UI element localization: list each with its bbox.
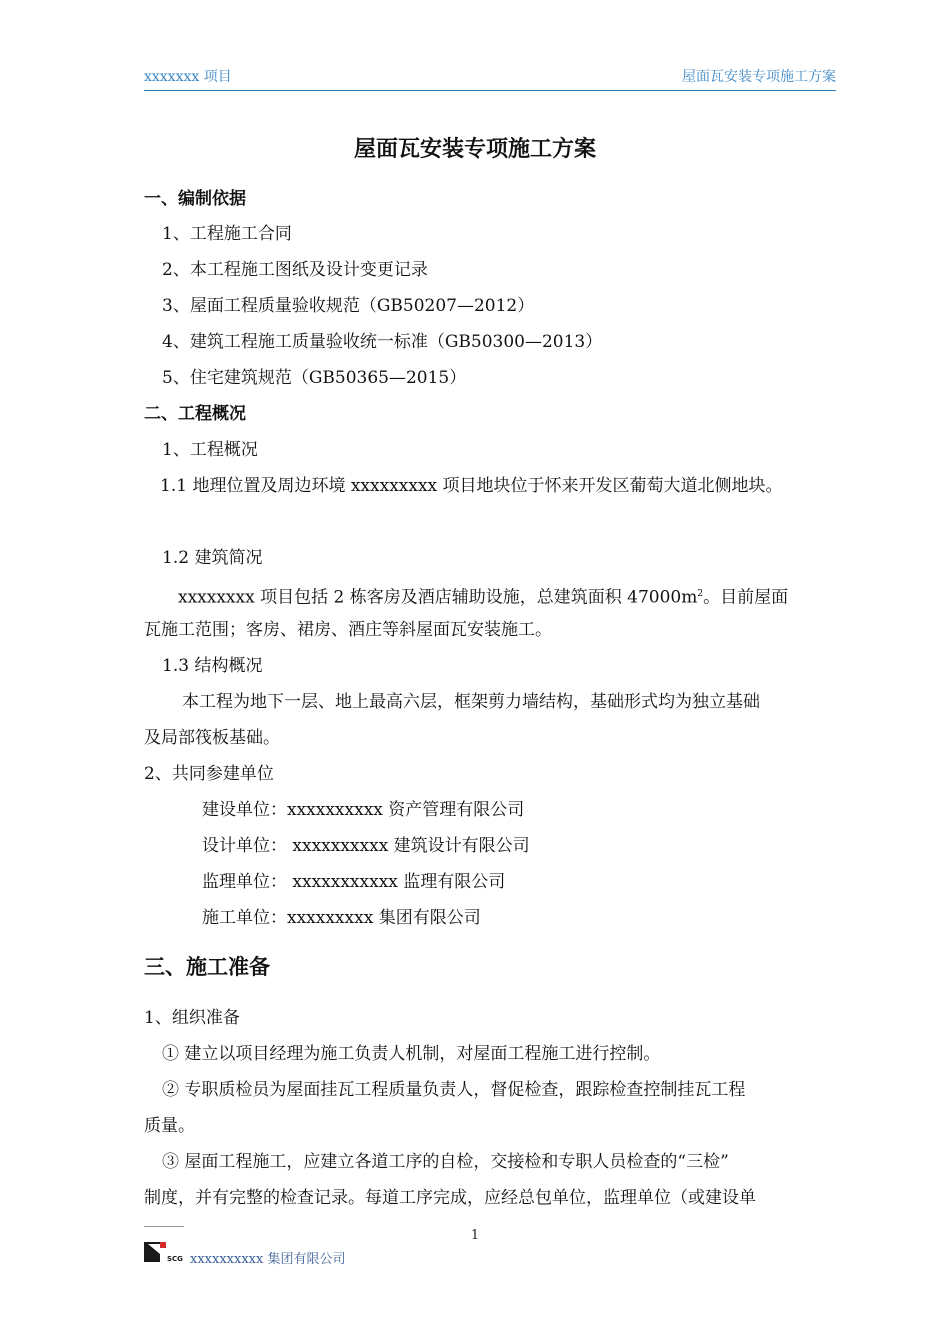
- list-item: 3、屋面工程质量验收规范（GB50207—2012）: [162, 296, 535, 316]
- paragraph-1-2-line2: 瓦施工范围；客房、裙房、酒庄等斜屋面瓦安装施工。: [144, 620, 552, 640]
- footer-company: xxxxxxxxxx 集团有限公司: [190, 1252, 346, 1267]
- subheading-1-2: 1.2 建筑简况: [162, 548, 263, 568]
- paragraph-1-3-line1: 本工程为地下一层、地上最高六层，框架剪力墙结构，基础形式均为独立基础: [182, 692, 760, 712]
- unit-owner: 建设单位：xxxxxxxxxx 资产管理有限公司: [202, 800, 525, 820]
- list-item-cont: 制度，并有完整的检查记录。每道工序完成，应经总包单位，监理单位（或建设单: [144, 1188, 756, 1208]
- header-project: xxxxxxx 项目: [144, 69, 232, 85]
- paragraph-1-3-line2: 及局部筏板基础。: [144, 728, 280, 748]
- list-item-cont: 质量。: [144, 1116, 195, 1136]
- footer-rule: [144, 1226, 184, 1227]
- text: xxxxxxxx 项目包括 2 栋客房及酒店辅助设施，总建筑面积 47000m: [178, 587, 698, 608]
- list-item: ① 建立以项目经理为施工负责人机制，对屋面工程施工进行控制。: [162, 1044, 661, 1064]
- list-item: 5、住宅建筑规范（GB50365—2015）: [162, 368, 467, 388]
- list-item: ② 专职质检员为屋面挂瓦工程质量负责人，督促检查，跟踪检查控制挂瓦工程: [162, 1080, 746, 1100]
- section3-heading: 三、施工准备: [144, 955, 270, 979]
- subheading: 1、组织准备: [144, 1008, 240, 1028]
- svg-text:SCG: SCG: [167, 1255, 183, 1263]
- header-doc-title: 屋面瓦安装专项施工方案: [682, 69, 836, 85]
- page-header: [144, 66, 836, 91]
- unit-designer: 设计单位： xxxxxxxxxx 建筑设计有限公司: [202, 836, 530, 856]
- unit-contractor: 施工单位：xxxxxxxxx 集团有限公司: [202, 908, 481, 928]
- subheading: 1、工程概况: [162, 440, 258, 460]
- unit-supervisor: 监理单位： xxxxxxxxxxx 监理有限公司: [202, 872, 506, 892]
- company-logo: [144, 1240, 184, 1264]
- list-item: 1、工程施工合同: [162, 224, 292, 244]
- paragraph-1-1: 1.1 地理位置及周边环境 xxxxxxxxx 项目地块位于怀来开发区葡萄大道北侧地块。: [160, 476, 783, 496]
- paragraph-1-2-line1: [178, 582, 870, 610]
- section2-heading: 二、工程概况: [144, 404, 246, 424]
- list-item: 2、本工程施工图纸及设计变更记录: [162, 260, 428, 280]
- list-item: ③ 屋面工程施工，应建立各道工序的自检，交接检和专职人员检查的“三检”: [162, 1152, 729, 1172]
- text: 。目前屋面: [703, 587, 789, 608]
- list-item: 4、建筑工程施工质量验收统一标准（GB50300—2013）: [162, 332, 603, 352]
- document-title: 屋面瓦安装专项施工方案: [353, 137, 596, 162]
- page-number: 1: [470, 1228, 480, 1243]
- subheading-1-3: 1.3 结构概况: [162, 656, 263, 676]
- superscript: 2: [697, 589, 704, 599]
- section1-heading: 一、编制依据: [144, 189, 246, 209]
- subheading-2: 2、共同参建单位: [144, 764, 274, 784]
